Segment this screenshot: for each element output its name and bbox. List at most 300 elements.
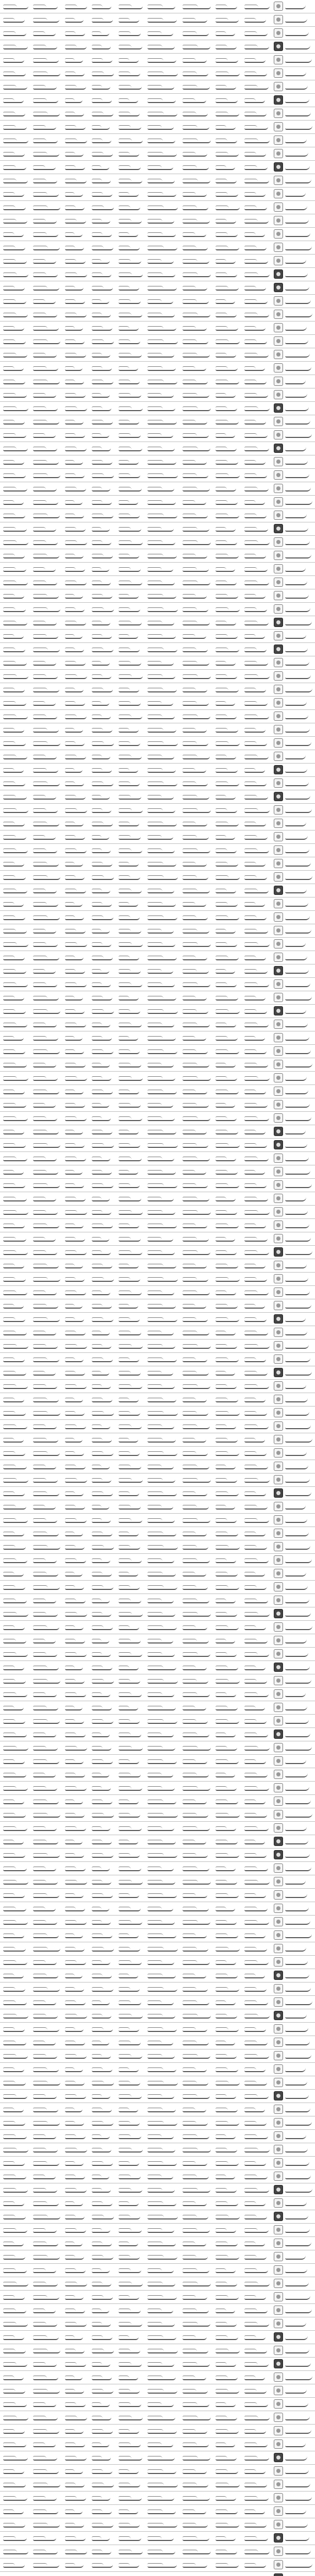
handwriting-mark [65,1826,86,1831]
handwriting-mark [119,1143,140,1148]
handwriting-mark [147,2161,177,2166]
handwriting-mark [244,1545,267,1550]
handwritten-cell [90,2372,115,2382]
handwriting-mark [215,1237,235,1242]
handwritten-cell [180,965,212,976]
handwriting-mark [285,2000,312,2005]
handwritten-cell [242,778,271,788]
table-row [0,1125,315,1139]
handwriting-mark [92,433,109,438]
handwriting-mark [183,1652,210,1657]
table-row [0,656,315,670]
handwriting-mark [244,273,270,277]
handwriting-mark [244,393,268,398]
handwritten-cell [1,456,30,467]
handwritten-cell [31,751,62,761]
handwriting-mark [147,500,176,505]
handwriting-mark [119,1840,138,1844]
handwriting-mark [33,31,56,36]
handwriting-mark [65,406,87,411]
handwriting-mark [65,607,85,612]
thumbnail-image [274,2011,283,2020]
handwritten-cell [63,2385,89,2396]
handwritten-cell [213,1475,241,1485]
handwriting-mark [33,1250,57,1255]
handwriting-mark [119,2309,141,2313]
thumbnail-image [274,1060,283,1069]
handwriting-mark [119,2282,143,2286]
handwriting-mark [183,1170,206,1175]
handwriting-mark [119,1411,140,1416]
handwritten-cell [213,1394,241,1404]
handwriting-mark [183,1264,207,1268]
handwriting-mark [244,2429,266,2434]
handwritten-cell [117,818,144,828]
handwritten-cell [145,108,179,118]
handwriting-mark [119,782,140,786]
handwritten-cell [180,724,212,735]
handwriting-mark [92,5,111,9]
handwriting-mark [3,2067,24,2072]
handwriting-mark [285,1129,306,1134]
handwritten-cell [63,202,89,212]
handwriting-mark [3,1532,24,1536]
table-row [0,1621,315,1634]
handwriting-mark [119,2536,141,2541]
handwritten-cell [180,952,212,962]
handwritten-cell [180,1582,212,1592]
handwritten-cell [180,2131,212,2141]
handwritten-cell [213,2385,241,2396]
handwritten-cell [1,2305,30,2315]
handwritten-cell [31,1890,62,1900]
handwritten-cell [117,765,144,775]
handwriting-mark [33,621,57,625]
handwriting-mark [92,1478,111,1483]
handwriting-mark [65,540,87,545]
table-row [0,1273,315,1286]
handwriting-mark [244,1719,267,1724]
handwritten-cell [242,1635,271,1646]
table-row [0,991,315,1005]
handwriting-mark [244,1800,266,1804]
thumbnail-image [274,202,283,212]
table-row [0,2143,315,2157]
thumbnail-image [274,2547,283,2556]
handwritten-cell [213,2332,241,2342]
handwriting-mark [33,1826,57,1831]
handwritten-cell [31,229,62,239]
handwriting-mark [33,179,57,183]
handwriting-mark [65,2242,82,2246]
thumbnail-image [274,1261,283,1270]
handwriting-mark [183,782,208,786]
handwriting-mark [183,2268,209,2273]
handwriting-mark [3,1974,24,1978]
handwriting-mark [215,1813,240,1818]
handwriting-mark [3,2001,27,2005]
handwriting-mark [244,1706,265,1710]
handwriting-mark [33,741,60,746]
handwriting-mark [33,58,59,63]
handwritten-cell [180,2573,212,2576]
table-row [0,1058,315,1072]
handwritten-cell [145,1367,179,1378]
handwriting-mark [183,1398,207,1402]
handwritten-cell [90,564,115,574]
handwriting-mark [147,1759,177,1764]
handwriting-mark [33,1893,59,1898]
handwritten-cell [90,992,115,1003]
handwriting-mark [33,1733,56,1737]
thumbnail-image [274,725,283,734]
handwriting-mark [147,1692,174,1697]
handwritten-cell [63,1836,89,1846]
handwriting-mark [215,996,238,1001]
thumbnail-image [274,1395,283,1404]
handwriting-mark [33,1599,56,1603]
handwritten-cell [1,1394,30,1404]
handwriting-mark [119,2550,143,2554]
handwritten-cell [117,2278,144,2289]
handwriting-mark [33,393,56,398]
handwriting-mark [244,2161,266,2166]
handwritten-cell [180,1,212,11]
handwriting-mark [3,246,25,250]
handwriting-mark [147,2282,175,2286]
handwriting-mark [119,1545,140,1550]
handwritten-cell [90,1809,115,1820]
handwriting-mark [244,2148,270,2153]
thumbnail-image [274,711,283,721]
thumbnail-image [274,2453,283,2462]
handwriting-mark [92,473,114,478]
handwriting-mark [147,1773,173,1777]
handwriting-mark [183,808,211,813]
handwriting-mark [285,2563,312,2568]
handwriting-mark [215,1719,239,1724]
handwriting-mark [65,273,87,277]
handwritten-cell [145,858,179,869]
handwritten-cell [242,590,271,601]
thumbnail-image [274,2078,283,2087]
handwritten-cell [213,1957,241,1967]
handwritten-cell [1,122,30,132]
thumbnail-image [274,2185,283,2194]
handwriting-mark [3,1558,27,1563]
handwriting-mark [3,299,26,304]
handwriting-mark [285,2549,311,2554]
table-row [0,1206,315,1219]
handwritten-cell [31,1970,62,1980]
handwritten-cell [1,108,30,118]
handwriting-mark [215,1492,239,1496]
handwriting-mark [65,2443,85,2447]
handwritten-cell [63,2211,89,2222]
handwritten-cell [90,202,115,212]
handwritten-cell [63,1046,89,1056]
handwritten-cell [242,1166,271,1177]
table-row [0,1956,315,1969]
handwritten-cell [1,202,30,212]
handwritten-cell [117,604,144,614]
handwriting-mark [33,2081,60,2086]
handwritten-cell [31,323,62,333]
handwriting-mark [3,1116,28,1121]
handwriting-mark [65,1907,85,1911]
handwriting-mark [3,2175,26,2179]
handwriting-mark [147,996,176,1001]
handwriting-mark [183,1438,206,1443]
handwriting-mark [3,286,25,291]
handwriting-mark [147,98,176,103]
handwritten-cell [117,832,144,842]
handwriting-mark [183,2014,211,2019]
handwritten-cell [145,2412,179,2422]
handwriting-mark [215,45,237,49]
handwriting-mark [119,353,142,358]
handwriting-mark [285,727,310,733]
handwritten-cell [117,1260,144,1270]
handwritten-cell [63,1943,89,1954]
handwritten-cell [242,2050,271,2061]
handwriting-mark [119,125,141,130]
table-row [0,1634,315,1648]
handwriting-mark [3,1706,24,1710]
handwritten-cell [31,1836,62,1846]
handwriting-mark [147,2215,178,2219]
handwritten-cell [63,336,89,346]
handwritten-cell [63,537,89,547]
handwritten-cell [180,416,212,427]
handwriting-mark [33,1023,57,1027]
handwriting-mark [65,1853,84,1858]
handwriting-mark [33,849,57,853]
handwriting-mark [65,1733,86,1737]
handwriting-mark [215,1197,236,1201]
handwritten-cell [242,1046,271,1056]
handwritten-cell [180,1180,212,1190]
handwriting-mark [215,1505,235,1510]
handwritten-cell [31,2184,62,2195]
handwriting-mark [244,2335,266,2340]
thumbnail-image [274,926,283,935]
handwritten-cell [31,2238,62,2248]
handwriting-mark [119,795,141,800]
handwritten-cell [63,1140,89,1150]
handwritten-cell [90,590,115,601]
handwritten-cell [213,2024,241,2034]
handwritten-cell [213,1019,241,1029]
handwriting-mark [65,1023,86,1027]
handwritten-cell [63,28,89,38]
handwritten-cell [63,2292,89,2302]
handwritten-cell [180,1354,212,1364]
handwriting-mark [3,1277,26,1282]
handwriting-mark [285,1973,309,1978]
table-row [0,670,315,683]
handwriting-mark [215,1666,238,1670]
handwriting-mark [147,1719,177,1724]
handwritten-cell [145,1113,179,1123]
handwriting-mark [65,1880,87,1885]
handwritten-cell [242,1756,271,1766]
handwriting-mark [119,1197,141,1201]
thumbnail-image [274,1234,283,1243]
handwriting-mark [92,98,112,103]
handwriting-mark [147,2469,176,2474]
handwriting-mark [215,72,240,76]
handwriting-mark [33,98,58,103]
handwritten-cell [242,2198,271,2208]
handwriting-mark [147,1183,177,1188]
handwriting-mark [3,581,28,585]
handwriting-mark [119,1116,142,1121]
handwriting-mark [215,460,238,465]
handwritten-cell [213,1,241,11]
handwriting-mark [33,1157,57,1161]
handwriting-mark [183,1880,211,1885]
handwriting-mark [92,1224,113,1228]
thumbnail-image [274,1797,283,1806]
handwriting-mark [65,1679,85,1684]
handwriting-mark [65,567,85,572]
handwriting-mark [119,701,141,706]
handwriting-mark [215,1800,238,1804]
handwriting-mark [92,2268,110,2273]
handwritten-cell [31,2452,62,2463]
handwriting-mark [119,2067,139,2072]
handwriting-mark [92,715,111,719]
handwritten-cell [1,2439,30,2449]
handwriting-mark [65,2134,86,2139]
handwriting-mark [92,1518,111,1523]
handwritten-cell [242,1582,271,1592]
handwritten-cell [242,899,271,909]
handwriting-mark [183,1545,208,1550]
handwritten-cell [145,1408,179,1418]
handwriting-mark [92,1076,111,1081]
handwriting-mark [3,380,25,384]
handwritten-cell [90,1274,115,1284]
handwriting-mark [119,1264,139,1268]
handwriting-mark [33,447,57,451]
handwriting-mark [244,634,265,639]
handwritten-cell [90,1099,115,1110]
handwriting-mark [119,2523,140,2528]
handwriting-mark [215,2041,235,2045]
handwritten-cell [180,925,212,936]
handwriting-mark [65,982,87,987]
handwriting-mark [3,2081,26,2086]
handwriting-mark [119,1612,143,1617]
thumbnail-image [274,2172,283,2181]
handwritten-cell [145,590,179,601]
handwriting-mark [244,1023,269,1027]
thumbnail-image [274,336,283,346]
handwritten-cell [31,363,62,373]
handwritten-cell [90,1970,115,1980]
handwritten-cell [242,1917,271,1927]
handwriting-mark [215,1706,238,1710]
handwriting-mark [215,2014,237,2019]
handwriting-mark [3,755,27,759]
table-row [0,1889,315,1902]
table-row [0,1607,315,1621]
handwritten-cell [180,2412,212,2422]
handwriting-mark [92,2536,110,2541]
handwritten-cell [90,1019,115,1029]
handwritten-cell [1,2573,30,2576]
handwriting-mark [119,849,142,853]
handwriting-mark [65,1130,83,1134]
thumbnail-image [274,1756,283,1766]
handwritten-cell [90,229,115,239]
handwriting-mark [3,487,27,492]
handwriting-mark [285,1290,310,1295]
handwriting-mark [119,1170,138,1175]
table-row [0,1862,315,1875]
handwritten-cell [1,564,30,574]
handwriting-mark [147,219,174,224]
handwritten-cell [213,1314,241,1324]
handwritten-cell [1,2024,30,2034]
handwritten-cell [90,2117,115,2128]
handwriting-mark [92,849,111,853]
table-row [0,321,315,335]
handwriting-mark [244,112,267,116]
handwriting-mark [92,2201,112,2206]
handwriting-mark [285,2201,307,2206]
handwritten-cell [63,550,89,561]
handwritten-cell [63,1475,89,1485]
handwritten-cell [31,604,62,614]
handwriting-mark [65,715,87,719]
handwriting-mark [92,1545,114,1550]
handwritten-cell [1,1742,30,1753]
table-row [0,1179,315,1192]
handwritten-cell [213,2064,241,2074]
handwritten-cell [1,1595,30,1605]
handwriting-mark [119,2443,141,2447]
handwritten-cell [1,590,30,601]
handwriting-mark [33,2268,56,2273]
handwriting-mark [147,299,173,304]
handwritten-cell [63,1501,89,1512]
handwritten-cell [1,323,30,333]
handwriting-mark [285,1732,310,1737]
handwritten-cell [213,2077,241,2088]
handwriting-mark [92,1143,114,1148]
handwritten-cell [180,256,212,266]
handwriting-mark [33,340,60,344]
handwriting-mark [3,273,28,277]
handwritten-cell [90,1408,115,1418]
handwriting-mark [3,139,28,143]
handwriting-mark [285,1277,308,1282]
handwriting-mark [285,446,306,451]
handwritten-cell [145,939,179,949]
handwriting-mark [244,621,269,625]
handwritten-cell [31,590,62,601]
handwritten-cell [180,2064,212,2074]
handwritten-cell [90,2171,115,2181]
handwriting-mark [244,353,269,358]
handwritten-cell [63,939,89,949]
handwriting-mark [285,1531,309,1536]
handwriting-mark [92,2523,113,2528]
handwritten-cell [90,2533,115,2543]
